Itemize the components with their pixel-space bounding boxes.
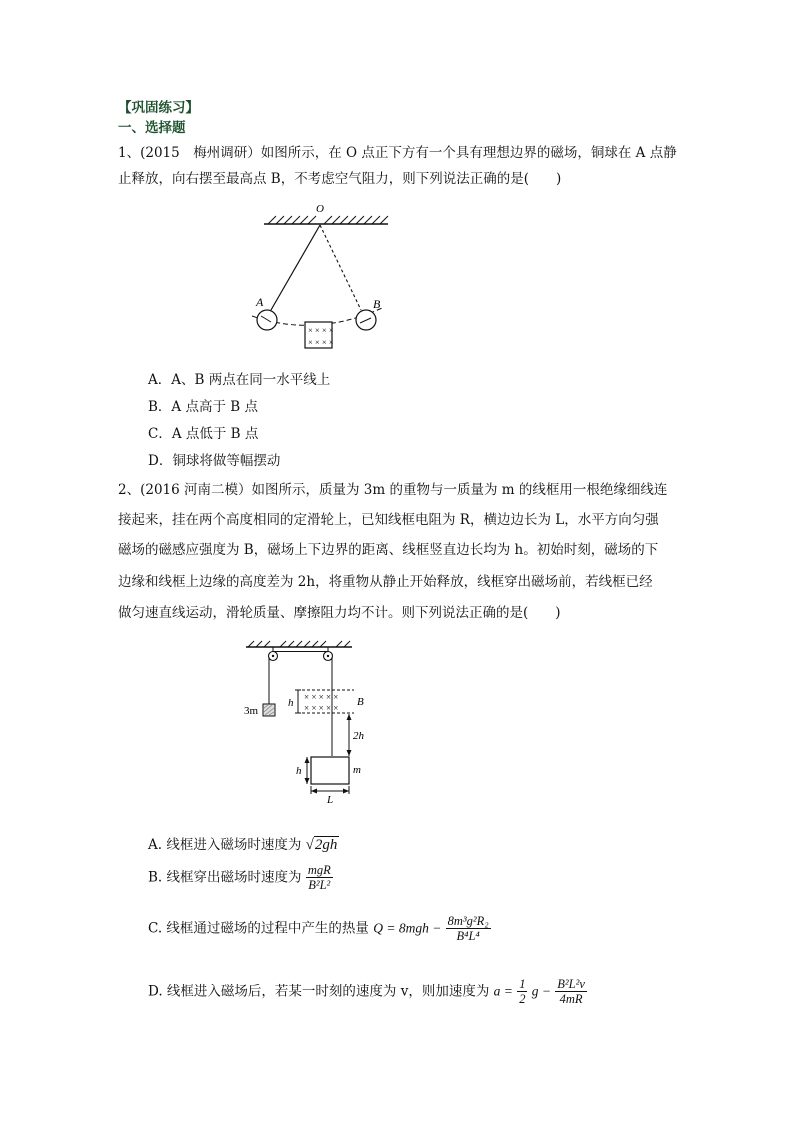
q1-label-a: A [256,295,264,309]
q2-option-c-fraction: $\frac{\text{8m³g²R₂}}{\text{B⁴L⁴}}$ [447,914,489,944]
q2-label-2h: 2h [353,730,364,742]
q1-stem-line1: 1、(2015 梅州调研）如图所示，在 O 点正下方有一个具有理想边界的磁场，铜球在 A 点静 [118,145,677,161]
q2-stem-line2: 接起来，挂在两个高度相同的定滑轮上，已知线框电阻为 R，横边边长为 L，水平方向匀强 [118,512,659,528]
q2-field-marks-bottom: × × × × × [304,703,339,713]
q2-label-3m: 3m [244,705,259,717]
q2-option-a[interactable] [148,833,339,854]
q2-stem-line1: 2、(2016 河南二模）如图所示，质量为 3m 的重物与一质量为 m 的线框用一根绝缘细线连 [118,482,668,498]
q2-label-b: B [357,696,364,708]
q2-pulley-figure [236,640,396,810]
q2-option-a-text: A. 线框进入磁场时速度为 [148,837,302,853]
q2-option-d-fraction: $\frac{\text{B²L²v}}{4mR}$ [557,977,585,1007]
q1-label-b: B [373,297,381,311]
q2-option-b-text: B. 线框穿出磁场时速度为 [148,869,302,886]
q2-label-h-frame: h [296,765,302,777]
q1-option-b[interactable]: B．A 点高于 B 点 [148,399,258,415]
q2-option-d-text: D. 线框进入磁场后，若某一时刻的速度为 v，则加速度为 [148,983,490,1000]
q1-label-o: O [316,203,324,215]
q1-field-marks-top: × × × × [308,325,334,335]
q2-option-d[interactable] [148,977,587,1007]
q2-option-b-fraction: $\frac{\text{mgR}}{\text{B²L²}}$ [307,863,331,893]
q2-label-h-field: h [288,697,294,709]
q1-option-d[interactable]: D．铜球将做等幅摆动 [148,453,281,469]
section-subtitle: 一、选择题 [118,120,186,136]
q2-label-l: L [327,794,334,806]
q2-weight-3m [263,704,275,716]
q1-option-c[interactable]: C．A 点低于 B 点 [148,426,259,442]
section-title: 【巩固练习】 [118,100,199,116]
q2-option-c-lhs: Q = 8mgh − [373,920,442,936]
q2-label-m: m [353,764,361,776]
q2-option-d-mid: g − [531,983,551,999]
q2-stem-line4: 边缘和线框上边缘的高度差为 2h，将重物从静止开始释放，线框穿出磁场前，若线框已经 [118,574,653,590]
q2-field-marks-top: × × × × × [304,692,339,702]
q2-option-c[interactable] [148,914,491,944]
q1-option-a[interactable]: A．A、B 两点在同一水平线上 [148,372,331,388]
q2-wire-frame [311,757,349,784]
q1-field-marks-bottom: × × × × [308,337,334,347]
q2-stem-line5: 做匀速直线运动，滑轮质量、摩擦阻力均不计。则下列说法正确的是( ) [118,605,561,621]
q2-option-d-half: $\frac{1}{2}$ [519,977,526,1007]
q1-pendulum-figure [240,196,410,356]
q2-option-a-sqrt: √2gh [305,837,338,853]
q2-stem-line3: 磁场的磁感应强度为 B，磁场上下边界的距离、线框竖直边长均为 h。初始时刻，磁场的下 [118,542,659,558]
q2-option-c-text: C. 线框通过磁场的过程中产生的热量 [148,920,369,937]
q1-stem-line2: 止释放，向右摆至最高点 B，不考虑空气阻力，则下列说法正确的是( ) [118,171,562,187]
q2-option-d-lhs: a = [493,983,513,999]
q2-option-b[interactable] [148,863,333,893]
